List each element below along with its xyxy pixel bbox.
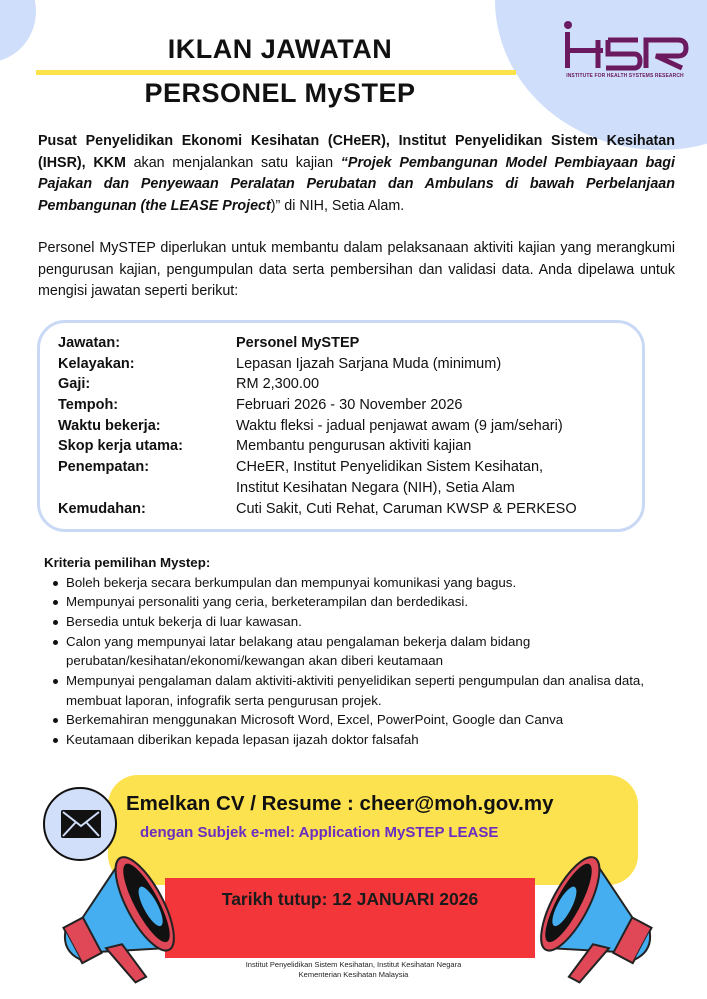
envelope-icon	[60, 809, 102, 839]
detail-value: Institut Kesihatan Negara (NIH), Setia Alam	[236, 479, 515, 496]
criteria-item: Mempunyai pengalaman dalam aktiviti-aktiviti penyelidikan seperti pengumpulan dan analisa data, membuat laporan, infografik serta pengurusan projek.	[44, 671, 674, 710]
detail-row-salary	[58, 374, 577, 395]
detail-row-scope	[58, 436, 577, 457]
detail-label: Skop kerja utama:	[58, 438, 183, 455]
title-underline	[36, 70, 516, 75]
description-paragraph: Personel MySTEP diperlukan untuk membantu dalam pelaksanaan aktiviti kajian yang merangkumi pengurusan kajian, pengumpulan data serta pembersihan dan validasi data. Anda dipelawa untuk mengisi jawatan seperti berikut:	[38, 240, 675, 299]
detail-value: RM 2,300.00	[236, 376, 320, 393]
closing-date: Tarikh tutup: 12 JANUARI 2026	[221, 889, 479, 909]
detail-row-position	[58, 333, 577, 354]
page-title: IKLAN JAWATAN	[167, 34, 393, 64]
detail-label: Penempatan:	[58, 459, 150, 476]
detail-row-placement	[58, 457, 577, 478]
detail-row-placement-cont	[58, 478, 577, 499]
ihsr-logo-icon	[560, 18, 690, 73]
detail-value: Cuti Sakit, Cuti Rehat, Caruman KWSP & PERKESO	[236, 500, 577, 517]
criteria-item: Boleh bekerja secara berkumpulan dan mempunyai komunikasi yang bagus.	[44, 573, 674, 593]
detail-label	[58, 478, 236, 499]
criteria-item: Berkemahiran menggunakan Microsoft Word, Excel, PowerPoint, Google dan Canva	[44, 710, 674, 730]
criteria-item: Calon yang mempunyai latar belakang atau pengalaman bekerja dalam bidang perubatan/kesihatan/ekonomi/kewangan akan diberi keutamaan	[44, 632, 674, 671]
organization-name: Pusat Penyelidikan Ekonomi Kesihatan (CHeER), Institut Penyelidikan Sistem Kesihatan (IHSR), KKM	[38, 133, 675, 171]
criteria-item: Mempunyai personaliti yang ceria, berketerampilan dan berdedikasi.	[44, 592, 674, 612]
email-instruction[interactable]: Emelkan CV / Resume : cheer@moh.gov.my	[126, 792, 554, 815]
criteria-list	[44, 573, 674, 750]
intro-paragraph	[38, 131, 675, 217]
criteria-section	[44, 553, 674, 750]
criteria-heading: Kriteria pemilihan Mystep:	[44, 555, 211, 570]
detail-value: Waktu fleksi - jadual penjawat awam (9 jam/sehari)	[236, 417, 563, 434]
detail-label: Gaji:	[58, 376, 91, 393]
intro-location: )” di NIH, Setia Alam.	[270, 197, 405, 214]
project-title: “Projek Pembangunan Model Pembiayaan bagi Pajakan dan Penyewaan Peralatan Perubatan dan Ambulans di bawah Perbelanjaan Pembangunan (the LEASE Project	[38, 154, 676, 214]
footer-line-1: Institut Penyelidikan Sistem Kesihatan, Institut Kesihatan Negara	[245, 960, 462, 969]
footer-line-2: Kementerian Kesihatan Malaysia	[298, 970, 409, 979]
detail-value: Membantu pengurusan aktiviti kajian	[236, 438, 472, 455]
page-subtitle: PERSONEL MySTEP	[144, 78, 416, 108]
footer	[0, 960, 707, 980]
job-details-list	[58, 333, 577, 519]
detail-label: Kelayakan:	[58, 355, 135, 372]
logo-caption: INSTITUTE FOR HEALTH SYSTEMS RESEARCH	[566, 73, 684, 79]
detail-row-working-hours	[58, 416, 577, 437]
detail-value: Personel MySTEP	[236, 335, 360, 351]
detail-value: Februari 2026 - 30 November 2026	[236, 397, 463, 414]
ihsr-logo	[560, 18, 690, 80]
intro-text: akan menjalankan satu kajian	[125, 154, 341, 171]
detail-row-duration	[58, 395, 577, 416]
detail-row-qualification	[58, 354, 577, 375]
detail-label: Tempoh:	[58, 397, 119, 414]
detail-label: Waktu bekerja:	[58, 417, 161, 434]
criteria-item: Bersedia untuk bekerja di luar kawasan.	[44, 612, 674, 632]
detail-label: Kemudahan:	[58, 500, 146, 517]
detail-value: CHeER, Institut Penyelidikan Sistem Kesihatan,	[236, 459, 544, 476]
email-subject: dengan Subjek e-mel: Application MySTEP LEASE	[140, 824, 499, 841]
criteria-item: Keutamaan diberikan kepada lepasan ijazah doktor falsafah	[44, 730, 674, 750]
detail-value: Lepasan Ijazah Sarjana Muda (minimum)	[236, 355, 502, 372]
detail-row-benefits	[58, 499, 577, 520]
detail-label: Jawatan:	[58, 335, 121, 351]
